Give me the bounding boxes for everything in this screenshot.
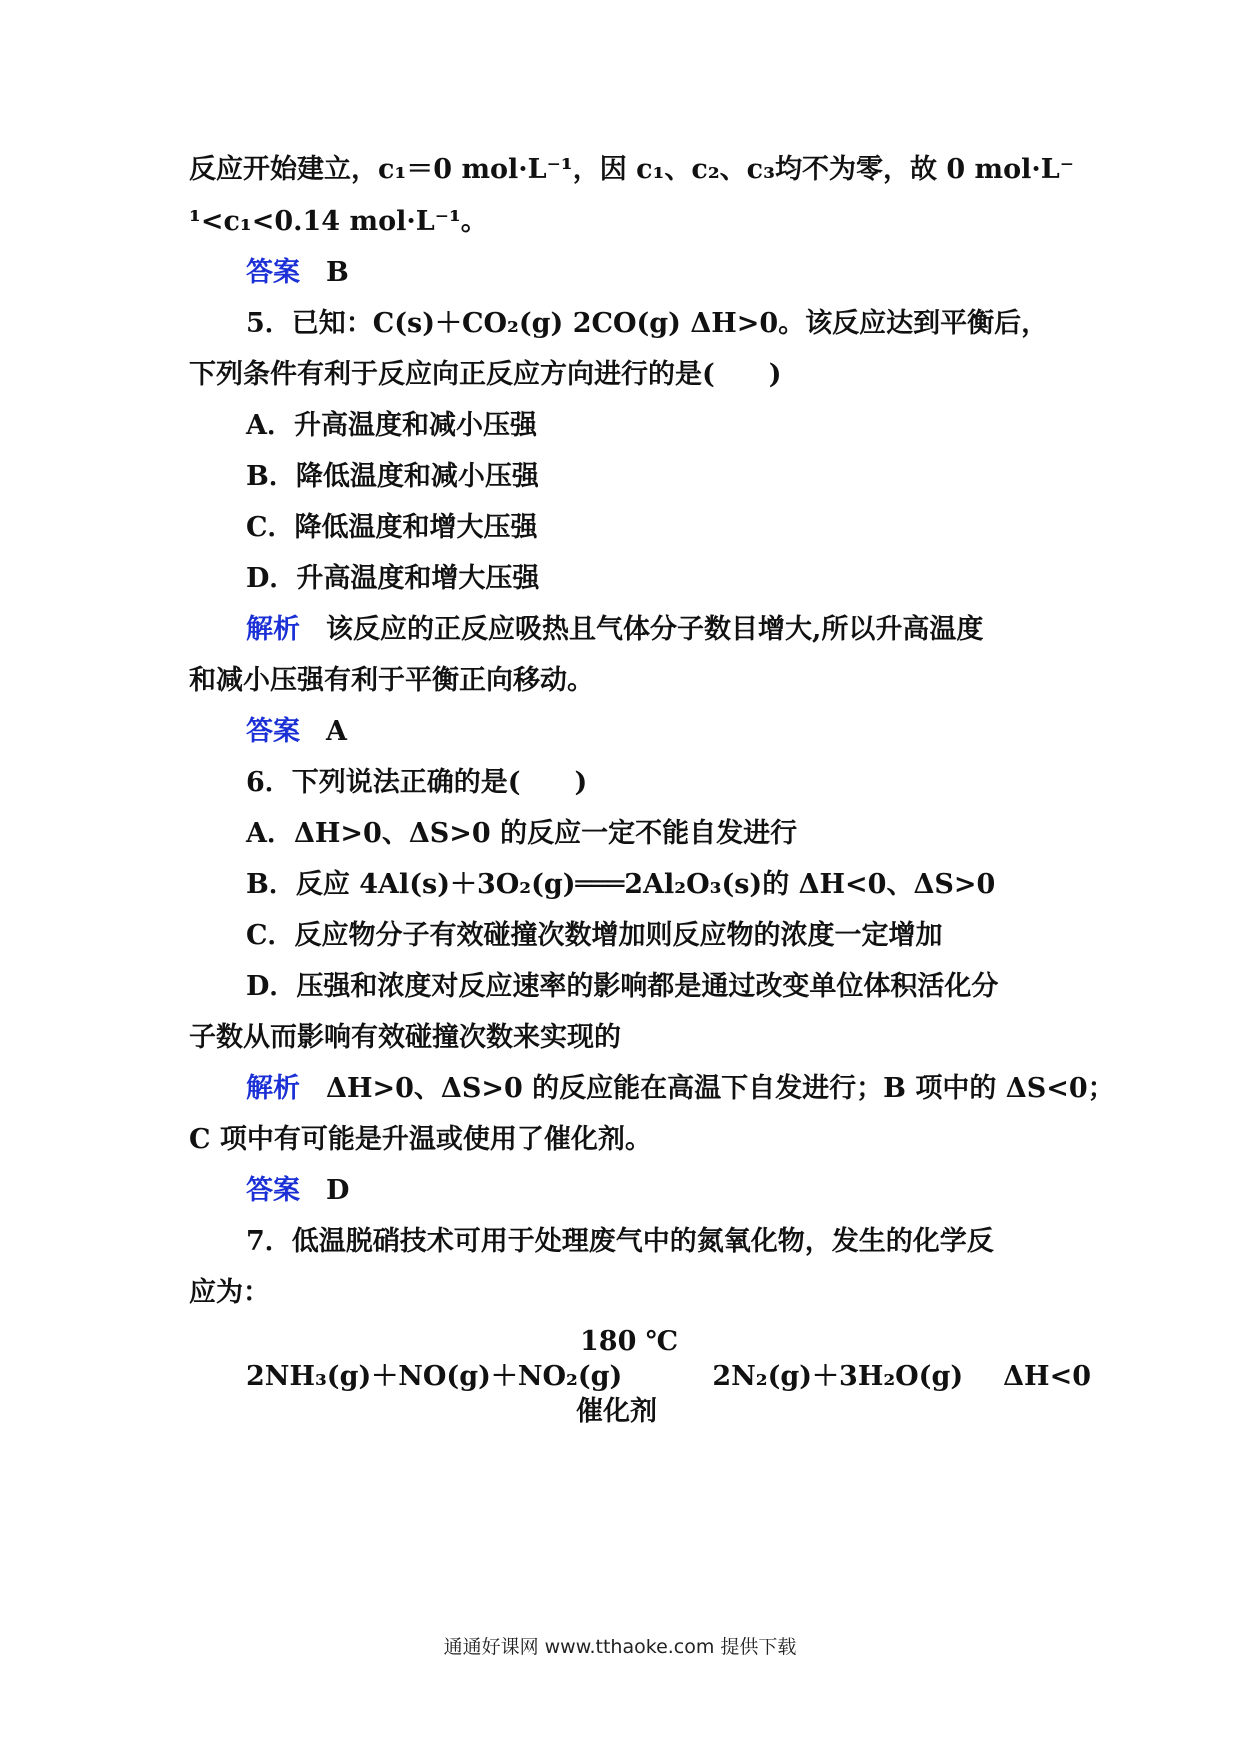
answer-value: D xyxy=(326,1175,350,1206)
option-d: D．升高温度和增大压强 xyxy=(246,563,540,594)
page-footer: 通通好课网 www.tthaoke.com 提供下载 xyxy=(443,1636,797,1658)
question-6-stem: 6．下列说法正确的是( ) xyxy=(246,767,588,798)
answer-label: 答案 xyxy=(246,716,300,747)
option-c: C．降低温度和增大压强 xyxy=(246,512,538,543)
analysis-label: 解析 xyxy=(246,1073,300,1104)
analysis-paragraph xyxy=(246,1069,1126,1109)
option-c: C．反应物分子有效碰撞次数增加则反应物的浓度一定增加 xyxy=(246,920,943,951)
analysis-text: 该反应的正反应吸热且气体分子数目增大,所以升高温度 xyxy=(326,614,984,645)
analysis-text: ΔH>0、ΔS>0 的反应能在高温下自发进行；B 项中的 ΔS<0； xyxy=(326,1073,1115,1104)
analysis-text-cont: 和减小压强有利于平衡正向移动。 xyxy=(189,665,594,696)
answer-label: 答案 xyxy=(246,257,300,288)
question-7-stem: 7．低温脱硝技术可用于处理废气中的氮氧化物，发生的化学反 xyxy=(246,1226,994,1257)
option-b: B．降低温度和减小压强 xyxy=(246,461,539,492)
answer-label: 答案 xyxy=(246,1175,300,1206)
equation-right: 2N₂(g)＋3H₂O(g) xyxy=(712,1361,964,1392)
analysis-label: 解析 xyxy=(246,614,300,645)
text-line: ¹<c₁<0.14 mol·L⁻¹。 xyxy=(189,206,488,237)
reaction-condition-catalyst: 催化剂 xyxy=(576,1396,657,1427)
answer-value: B xyxy=(326,257,349,288)
answer-value: A xyxy=(326,716,347,747)
answer-paragraph xyxy=(246,253,1126,293)
equation-delta: ΔH<0 xyxy=(1003,1361,1091,1392)
question-5-stem-cont: 下列条件有利于反应向正反应方向进行的是( ) xyxy=(189,359,782,390)
question-5-stem: 5．已知：C(s)＋CO₂(g) 2CO(g) ΔH>0。该反应达到平衡后， xyxy=(246,308,1049,339)
option-d-cont: 子数从而影响有效碰撞次数来实现的 xyxy=(189,1022,621,1053)
answer-paragraph xyxy=(246,1171,1126,1211)
option-a: A．ΔH>0、ΔS>0 的反应一定不能自发进行 xyxy=(246,818,798,849)
option-b: B．反应 4Al(s)＋3O₂(g)═══2Al₂O₃(s)的 ΔH<0、ΔS>0 xyxy=(246,869,996,900)
reaction-condition-temperature: 180 ℃ xyxy=(580,1326,679,1357)
analysis-text-cont: C 项中有可能是升温或使用了催化剂。 xyxy=(189,1124,652,1155)
option-a: A．升高温度和减小压强 xyxy=(246,410,537,441)
analysis-paragraph xyxy=(246,610,1126,650)
chemical-equation xyxy=(246,1357,1126,1397)
option-d: D．压强和浓度对反应速率的影响都是通过改变单位体积活化分 xyxy=(246,971,999,1002)
equation-left: 2NH₃(g)＋NO(g)＋NO₂(g) xyxy=(246,1361,623,1392)
text-line: 反应开始建立，c₁＝0 mol·L⁻¹，因 c₁、c₂、c₃均不为零，故 0 mol·L⁻ xyxy=(189,154,1075,185)
question-7-stem-cont: 应为： xyxy=(189,1277,270,1308)
answer-paragraph xyxy=(246,712,1126,752)
